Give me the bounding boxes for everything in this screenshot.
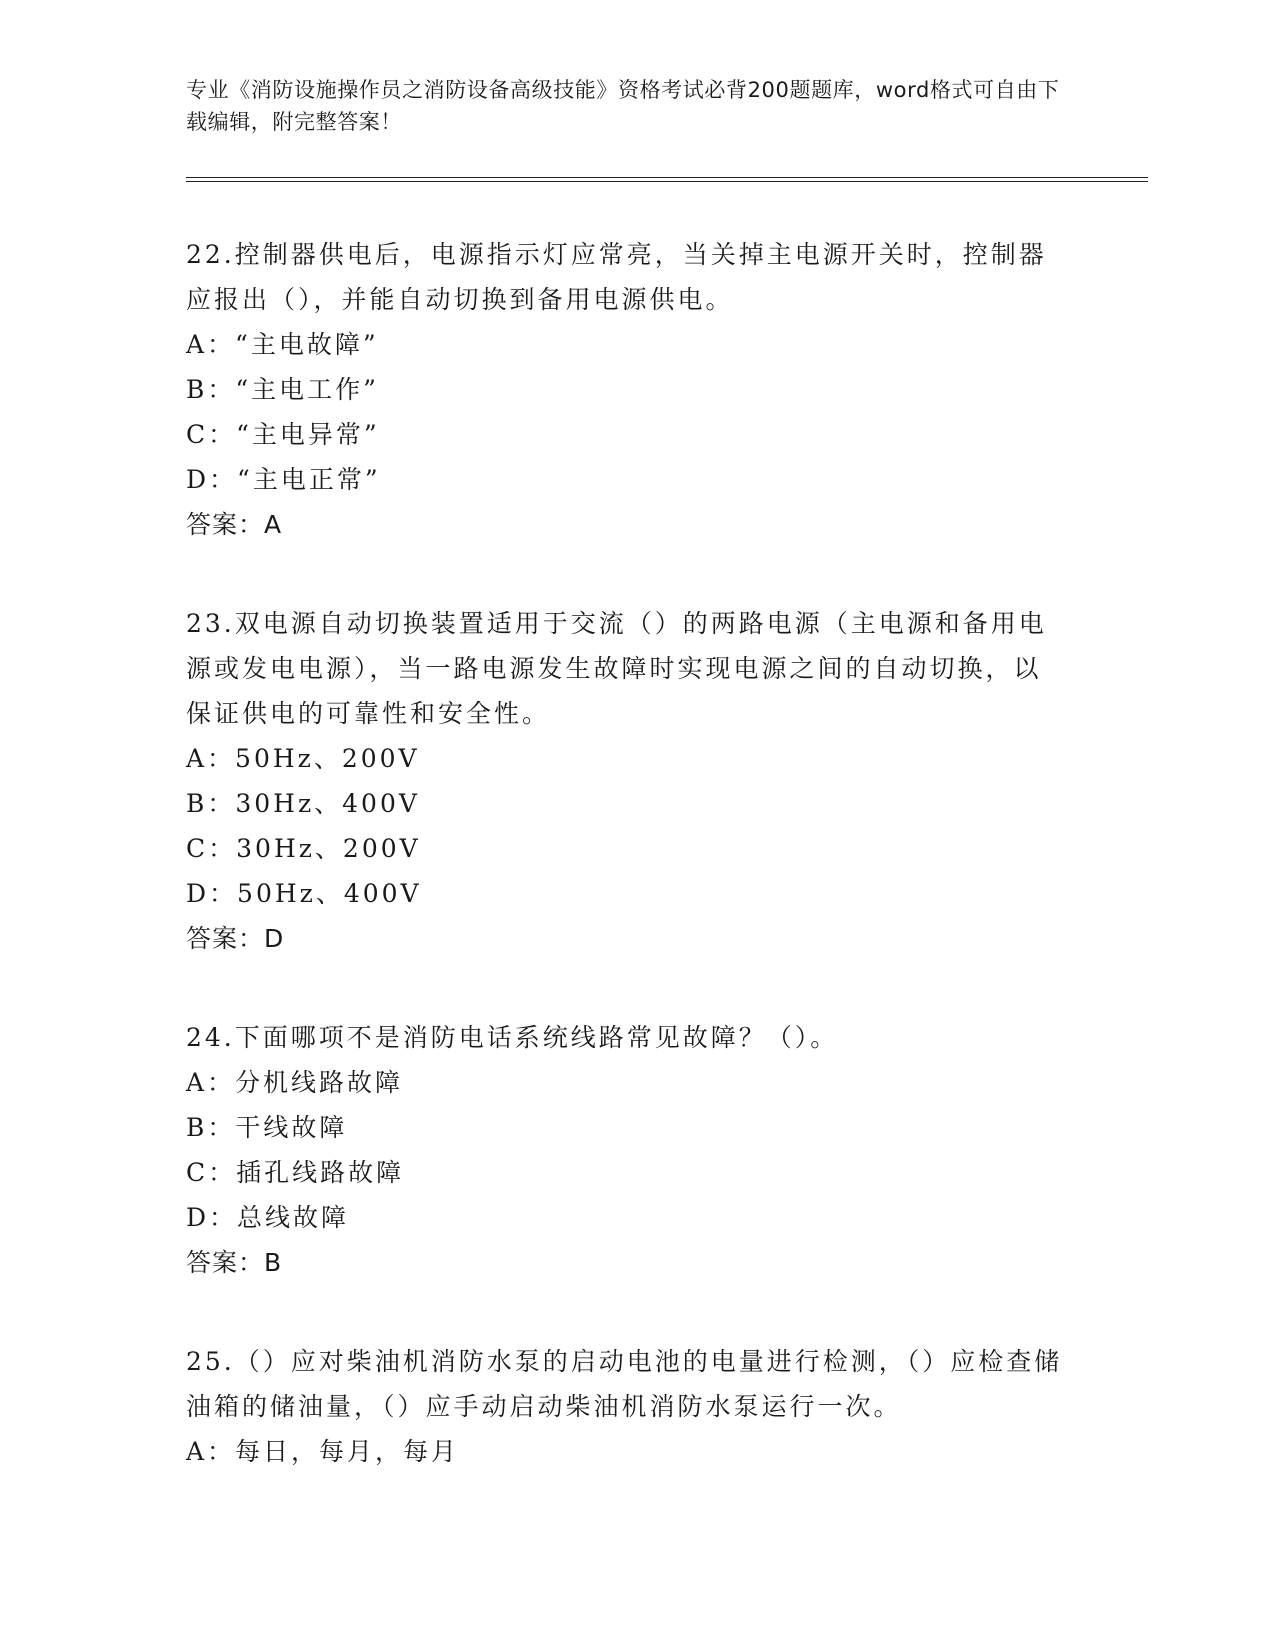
document-header: 专业《消防设施操作员之消防设备高级技能》资格考试必背200题题库，word格式可自由下载编辑，附完整答案！ (186, 78, 1060, 134)
answer: 答案：B (186, 1248, 283, 1277)
answer: 答案：D (186, 924, 285, 953)
option-b: B：“主电工作” (186, 375, 379, 404)
answer: 答案：A (186, 510, 283, 539)
option-c: C：“主电异常” (186, 420, 380, 449)
option-c: C：插孔线路故障 (186, 1158, 405, 1187)
question-22 (186, 232, 1066, 547)
option-a: A：50Hz、200V (186, 744, 420, 773)
option-a: A：“主电故障” (186, 330, 379, 359)
option-a: A：分机线路故障 (186, 1068, 404, 1097)
option-d: D：总线故障 (186, 1203, 350, 1232)
header-divider-bottom (186, 181, 1148, 182)
option-d: D：“主电正常” (186, 465, 381, 494)
question-text: 23.双电源自动切换装置适用于交流（）的两路电源（主电源和备用电源或发电电源），当一路电源发生故障时实现电源之间的自动切换，以保证供电的可靠性和安全性。 (186, 609, 1047, 728)
question-24 (186, 1015, 1066, 1285)
question-text: 25.（）应对柴油机消防水泵的启动电池的电量进行检测，（）应检查储油箱的储油量，（）应手动启动柴油机消防水泵运行一次。 (186, 1347, 1063, 1421)
question-text: 24.下面哪项不是消防电话系统线路常见故障？（）。 (186, 1023, 839, 1052)
option-d: D：50Hz、400V (186, 879, 422, 908)
question-23 (186, 601, 1066, 961)
option-a: A：每日，每月，每月 (186, 1437, 460, 1466)
question-text: 22.控制器供电后，电源指示灯应常亮，当关掉主电源开关时，控制器应报出（），并能自动切换到备用电源供电。 (186, 240, 1047, 314)
header-divider-top (186, 177, 1148, 178)
question-25 (186, 1339, 1066, 1474)
option-b: B：30Hz、400V (186, 789, 420, 818)
question-list (186, 232, 1066, 1528)
option-c: C：30Hz、200V (186, 834, 421, 863)
option-b: B：干线故障 (186, 1113, 348, 1142)
